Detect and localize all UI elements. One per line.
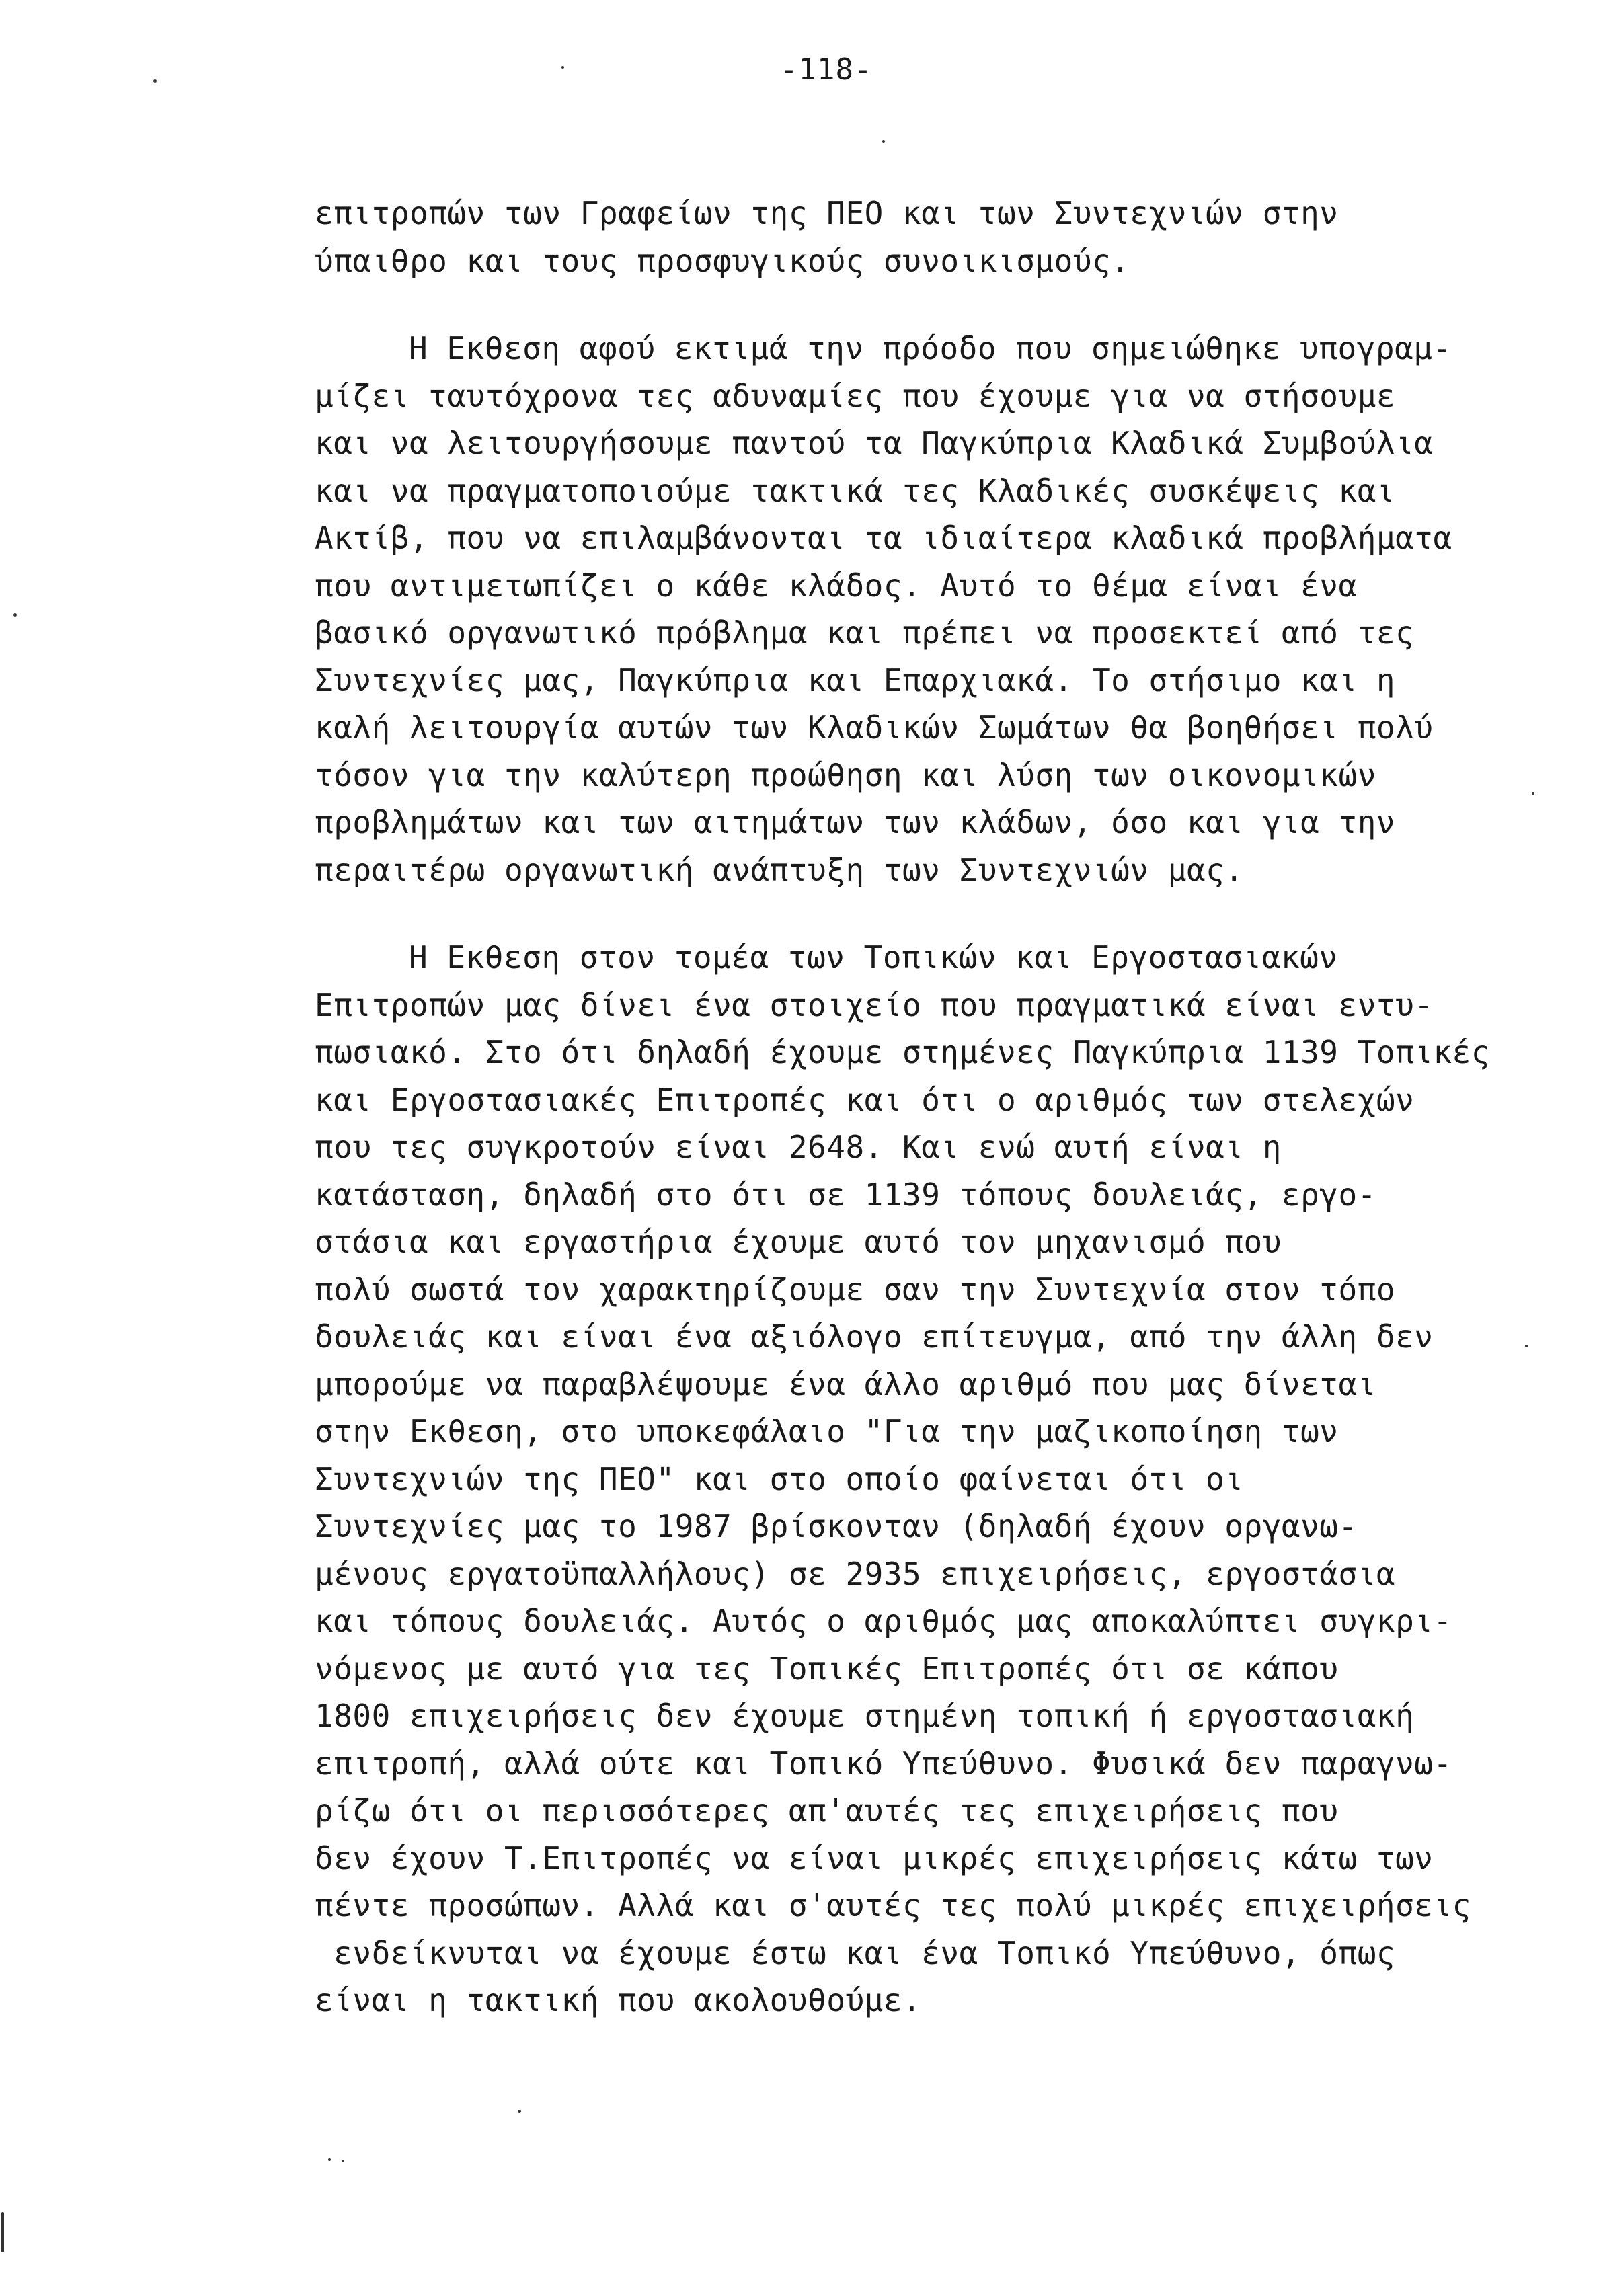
text-line: στάσια και εργαστήρια έχουμε αυτό τον μηχανισμό που [315,1224,1282,1260]
text-line: δεν έχουν Τ.Επιτροπές να είναι μικρές επιχειρήσεις κάτω των [315,1839,1434,1876]
text-line: που αντιμετωπίζει ο κάθε κλάδος. Αυτό το θέμα είναι ένα [315,567,1358,604]
text-line: Επιτροπών μας δίνει ένα στοιχείο που πραγματικά είναι εντυ- [315,986,1434,1023]
body-text [315,190,1565,2024]
text-line: δουλειάς και είναι ένα αξιόλογο επίτευγμα, από την άλλη δεν [315,1318,1434,1355]
text-line: Η Εκθεση αφού εκτιμά την πρόοδο που σημειώθηκε υπογραμ- [409,330,1452,366]
text-line: ενδείκνυται να έχουμε έστω και ένα Τοπικό Υπεύθυνο, όπως [315,1934,1396,1971]
scan-speck [1,2212,4,2252]
text-line: Συντεχνίες μας το 1987 βρίσκονταν (δηλαδή έχουν οργανω- [315,1508,1358,1544]
scan-speck [882,140,885,143]
text-line: Συντεχνίες μας, Παγκύπρια και Επαρχιακά. Το στήσιμο και η [315,662,1396,699]
text-line: και να πραγματοποιούμε τακτικά τες Κλαδικές συσκέψεις και [315,472,1396,509]
scan-speck [1525,1345,1528,1347]
text-line: μένους εργατοϋπαλλήλους) σε 2935 επιχειρήσεις, εργοστάσια [315,1555,1396,1592]
text-line: μίζει ταυτόχρονα τες αδυναμίες που έχουμε για να στήσουμε [315,377,1396,414]
scan-speck [13,613,17,617]
scan-speck [561,66,564,69]
page-number: -118- [780,52,873,87]
scan-speck [328,2158,331,2161]
text-line: ρίζω ότι οι περισσότερες απ'αυτές τες επιχειρήσεις που [315,1792,1339,1829]
text-line: τόσον για την καλύτερη προώθηση και λύση των οικονομικών [315,756,1376,793]
text-line: μπορούμε να παραβλέψουμε ένα άλλο αριθμό που μας δίνεται [315,1365,1376,1402]
text-line: πέντε προσώπων. Αλλά και σ'αυτές τες πολύ μικρές επιχειρήσεις [315,1887,1471,1924]
text-line: είναι η τακτική που ακολουθούμε. [315,1982,922,2018]
text-line: περαιτέρω οργανωτική ανάπτυξη των Συντεχνιών μας. [315,851,1244,888]
text-line: που τες συγκροτούν είναι 2648. Και ενώ αυτή είναι η [315,1129,1282,1165]
scan-speck [342,2160,344,2162]
text-line: επιτροπή, αλλά ούτε και Τοπικό Υπεύθυνο. Φυσικά δεν παραγνω- [315,1745,1452,1782]
text-line: Η Εκθεση στον τομέα των Τοπικών και Εργοστασιακών [409,939,1338,976]
text-line: 1800 επιχειρήσεις δεν έχουμε στημένη τοπική ή εργοστασιακή [315,1698,1415,1734]
text-line: και τόπους δουλειάς. Αυτός ο αριθμός μας αποκαλύπτει συγκρι- [315,1603,1452,1639]
text-line: και Εργοστασιακές Επιτροπές και ότι ο αριθμός των στελεχών [315,1081,1415,1118]
text-line: νόμενος με αυτό για τες Τοπικές Επιτροπές ότι σε κάπου [315,1650,1339,1687]
text-line: καλή λειτουργία αυτών των Κλαδικών Σωμάτων θα βοηθήσει πολύ [315,709,1434,746]
text-line: προβλημάτων και των αιτημάτων των κλάδων, όσο και για την [315,804,1396,840]
text-line: κατάσταση, δηλαδή στο ότι σε 1139 τόπους δουλειάς, εργο- [315,1176,1376,1213]
text-line: πολύ σωστά τον χαρακτηρίζουμε σαν την Συντεχνία στον τόπο [315,1271,1396,1308]
scan-speck [518,2110,521,2113]
scan-speck [1532,792,1534,795]
text-line: πωσιακό. Στο ότι δηλαδή έχουμε στημένες Παγκύπρια 1139 Τοπικές [315,1034,1491,1070]
text-line: Συντεχνιών της ΠΕΟ" και στο οποίο φαίνεται ότι οι [315,1460,1244,1497]
text-line: ύπαιθρο και τους προσφυγικούς συνοικισμούς. [315,242,1130,279]
text-line: Ακτίβ, που να επιλαμβάνονται τα ιδιαίτερα κλαδικά προβλήματα [315,520,1452,556]
text-line: στην Εκθεση, στο υποκεφάλαιο "Για την μαζικοποίηση των [315,1413,1339,1450]
text-line: επιτροπών των Γραφείων της ΠΕΟ και των Συντεχνιών στην [315,195,1339,231]
scan-speck [153,79,157,83]
text-line: και να λειτουργήσουμε παντού τα Παγκύπρια Κλαδικά Συμβούλια [315,425,1434,461]
text-line: βασικό οργανωτικό πρόβλημα και πρέπει να προσεκτεί από τες [315,615,1415,651]
